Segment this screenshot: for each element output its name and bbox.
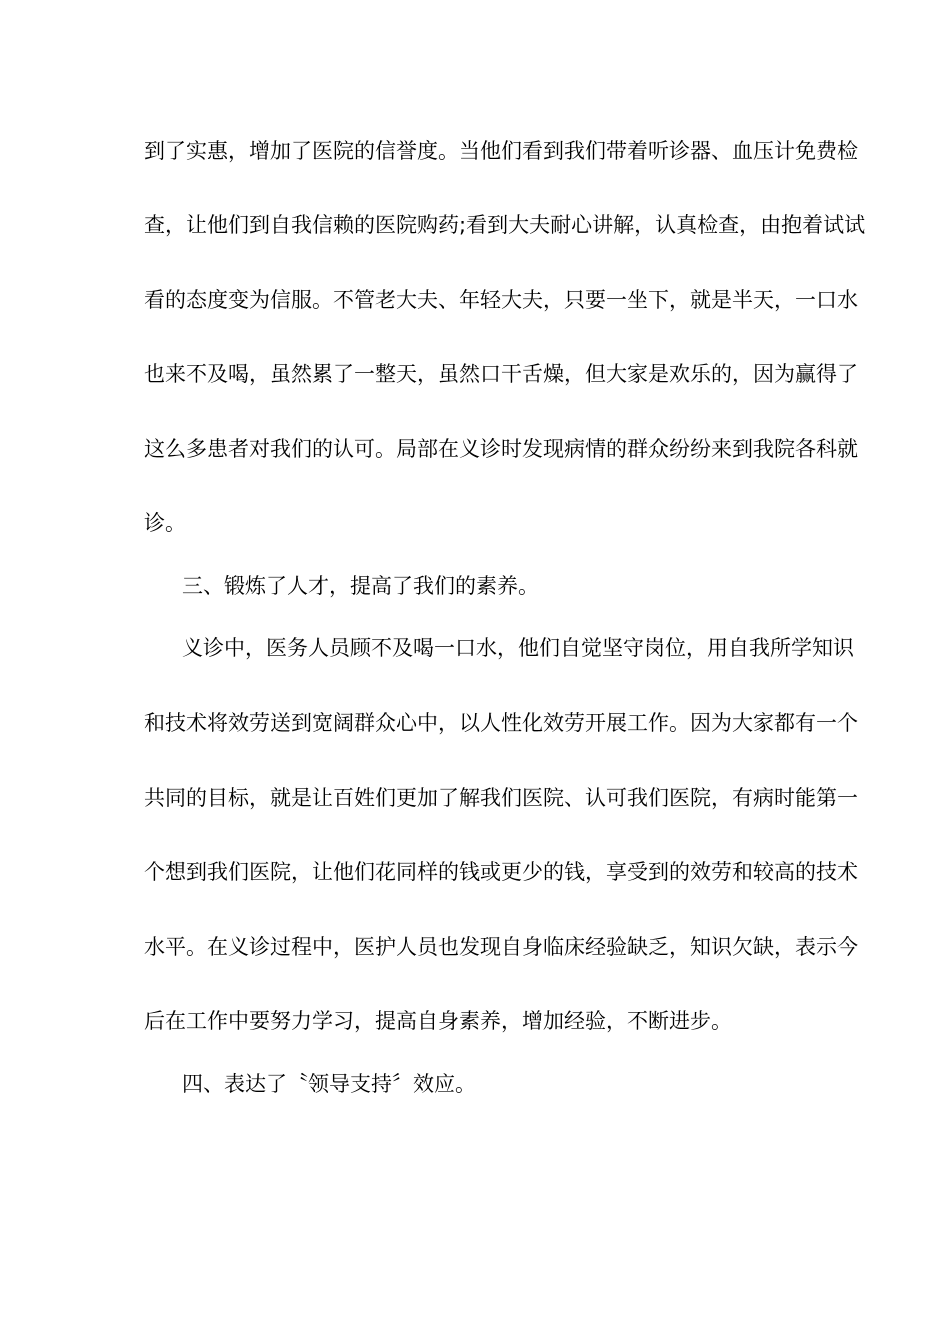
paragraph-line: 和技术将效劳送到宽阔群众心中，以人性化效劳开展工作。因为大家都有一个 [144,711,858,735]
paragraph-line: 查，让他们到自我信赖的医院购药;看到大夫耐心讲解，认真检查，由抱着试试 [144,213,866,237]
paragraph-line: 共同的目标，就是让百姓们更加了解我们医院、认可我们医院，有病时能第一 [144,786,858,810]
paragraph-line: 水平。在义诊过程中，医护人员也发现自身临床经验缺乏，知识欠缺，表示今 [144,935,858,959]
paragraph-line: 诊。 [144,511,186,535]
paragraph-line: 看的态度变为信服。不管老大夫、年轻大夫，只要一坐下，就是半天，一口水 [144,288,858,312]
paragraph-line: 这么多患者对我们的认可。局部在义诊时发现病情的群众纷纷来到我院各科就 [144,437,858,461]
paragraph-line: 义诊中，医务人员顾不及喝一口水，他们自觉坚守岗位，用自我所学知识 [182,636,854,660]
paragraph-line: 后在工作中要努力学习，提高自身素养，增加经验，不断进步。 [144,1009,732,1033]
paragraph-line: 到了实惠，增加了医院的信誉度。当他们看到我们带着听诊器、血压计免费检 [144,139,858,163]
paragraph-line: 个想到我们医院，让他们花同样的钱或更少的钱，享受到的效劳和较高的技术 [144,860,858,884]
paragraph-line: 也来不及喝，虽然累了一整天，虽然口干舌燥，但大家是欢乐的，因为赢得了 [144,362,858,386]
section-heading: 三、锻炼了人才，提高了我们的素养。 [182,574,539,598]
section-heading: 四、表达了〝领导支持〞效应。 [182,1072,476,1096]
